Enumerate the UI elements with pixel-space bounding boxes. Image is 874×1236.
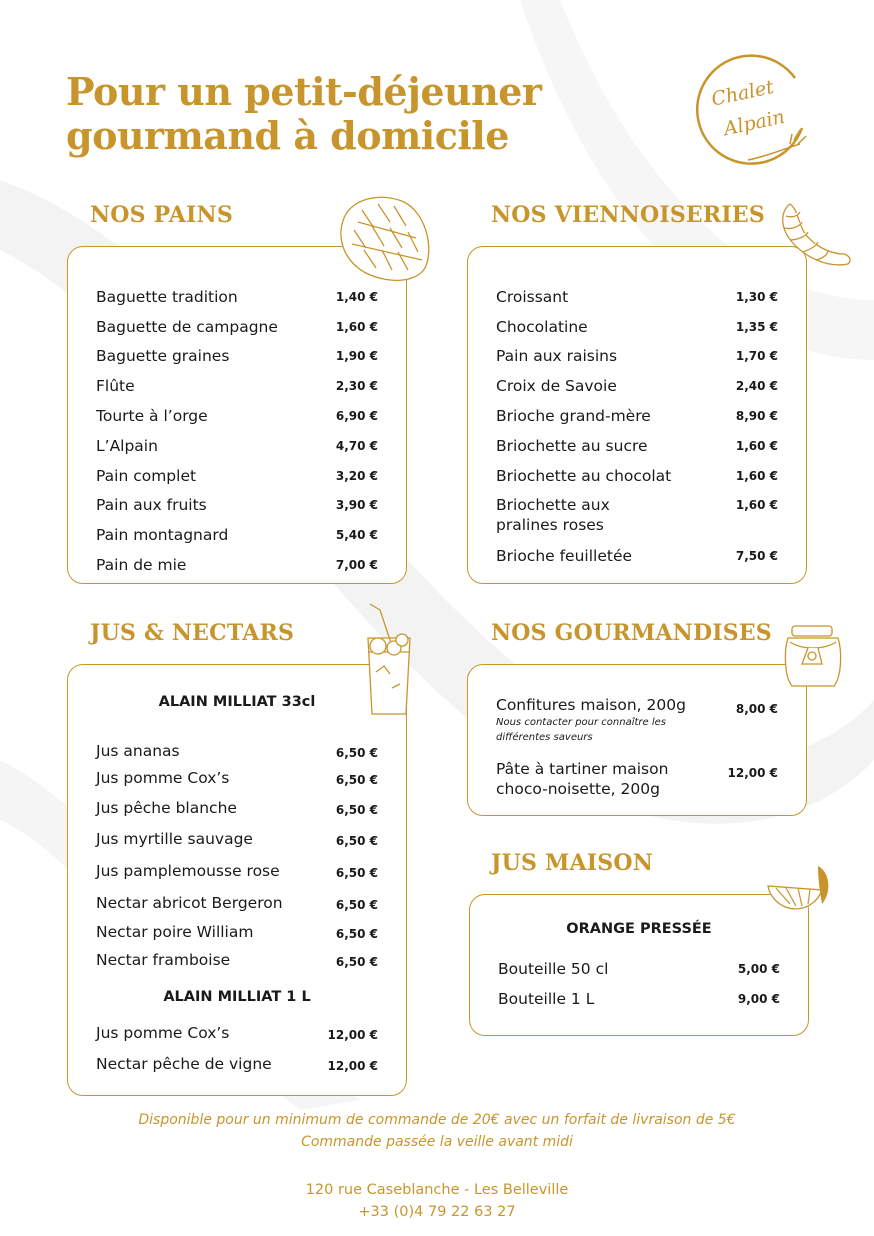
menu-item-text xyxy=(496,376,617,396)
menu-item-row xyxy=(96,466,378,486)
menu-item-text xyxy=(496,317,588,337)
menu-item-name: Nectar framboise xyxy=(96,951,231,969)
menu-item-text xyxy=(498,989,594,1009)
footer-note-line-1: Disponible pour un minimum de commande de 20€ avec un forfait de livraison de 5€ xyxy=(138,1112,736,1128)
menu-item-name: Briochette au chocolat xyxy=(496,467,672,485)
menu-item-row xyxy=(96,317,378,337)
menu-item-price: 6,50 € xyxy=(335,803,378,817)
menu-item-name: Jus pamplemousse rose xyxy=(96,862,280,880)
menu-item-row xyxy=(96,922,378,944)
menu-item-text xyxy=(96,406,208,426)
menu-item-row xyxy=(96,893,378,915)
menu-item-name: Nectar abricot Bergeron xyxy=(96,894,283,912)
croissant-icon xyxy=(772,198,854,278)
menu-item-row xyxy=(96,798,378,820)
menu-item-text xyxy=(96,287,238,307)
menu-item-row xyxy=(496,495,778,535)
menu-item-price: 5,00 € xyxy=(737,962,780,976)
menu-item-text xyxy=(496,406,651,426)
menu-item-row xyxy=(96,346,378,366)
menu-item-text xyxy=(496,287,568,307)
menu-item-text xyxy=(96,555,186,575)
menu-item-name: Pain de mie xyxy=(96,556,187,574)
menu-item-price: 1,60 € xyxy=(735,439,778,453)
menu-item-text xyxy=(496,436,648,456)
viennoiseries-card xyxy=(467,246,807,584)
menu-item-name: Chocolatine xyxy=(496,318,588,336)
section-title-viennoiseries: NOS VIENNOISERIES xyxy=(491,202,765,228)
menu-item-price: 3,90 € xyxy=(335,498,378,512)
jam-jar-icon xyxy=(778,620,850,692)
menu-item-name: Pain montagnard xyxy=(96,526,229,544)
menu-item-price: 5,40 € xyxy=(335,528,378,542)
menu-item-price: 6,50 € xyxy=(335,927,378,941)
footer-phone: +33 (0)4 79 22 63 27 xyxy=(358,1204,516,1220)
menu-item-name: Jus pomme Cox’s xyxy=(96,1024,230,1042)
menu-item-text xyxy=(496,759,706,799)
menu-item-text xyxy=(96,922,253,942)
menu-item-text xyxy=(496,695,716,745)
menu-item-name: Flûte xyxy=(96,377,135,395)
menu-item-text xyxy=(96,893,283,913)
menu-item-price: 6,50 € xyxy=(335,834,378,848)
footer-address: 120 rue Caseblanche - Les Belleville xyxy=(305,1182,569,1198)
menu-item-price: 1,35 € xyxy=(735,320,778,334)
menu-item-price: 1,30 € xyxy=(735,290,778,304)
menu-item-price: 4,70 € xyxy=(335,439,378,453)
menu-item-name: Jus myrtille sauvage xyxy=(96,830,253,848)
menu-item-text xyxy=(496,466,671,486)
menu-item-text xyxy=(96,436,158,456)
menu-item-text xyxy=(96,798,237,818)
menu-item-name: Jus pomme Cox’s xyxy=(96,769,230,787)
menu-item-row xyxy=(96,950,378,972)
menu-item-row xyxy=(496,436,778,456)
jus-maison-card xyxy=(469,894,809,1036)
menu-item-row xyxy=(96,287,378,307)
menu-item-row xyxy=(496,695,778,745)
menu-item-price: 3,20 € xyxy=(335,469,378,483)
jus-card xyxy=(67,664,407,1096)
menu-item-text xyxy=(96,768,229,788)
menu-item-row xyxy=(96,525,378,545)
menu-item-name: Brioche feuilletée xyxy=(496,547,633,565)
menu-item-name: Pain aux fruits xyxy=(96,496,207,514)
juice-glass-icon xyxy=(356,602,426,722)
menu-item-price: 1,60 € xyxy=(735,469,778,483)
menu-item-row xyxy=(496,317,778,337)
menu-item-row xyxy=(496,466,778,486)
menu-item-name: Baguette graines xyxy=(96,347,230,365)
menu-item-row xyxy=(96,1054,378,1076)
menu-item-name: Confitures maison, 200g xyxy=(496,696,686,714)
section-title-gourmandises: NOS GOURMANDISES xyxy=(491,620,772,646)
menu-item-name: Pâte à tartiner maison choco-noisette, 200g xyxy=(496,760,669,798)
section-title-pains: NOS PAINS xyxy=(90,202,233,228)
menu-item-price: 1,90 € xyxy=(335,349,378,363)
menu-item-name: Tourte à l’orge xyxy=(96,407,208,425)
menu-item-row xyxy=(96,376,378,396)
menu-item-text xyxy=(496,495,666,535)
menu-item-row xyxy=(96,741,378,763)
menu-item-price: 1,70 € xyxy=(735,349,778,363)
menu-item-text xyxy=(96,525,228,545)
menu-item-text xyxy=(96,861,280,881)
menu-item-text xyxy=(96,1023,229,1043)
menu-item-text xyxy=(96,829,253,849)
menu-item-name: Pain aux raisins xyxy=(496,347,618,365)
menu-item-text xyxy=(96,346,229,366)
menu-item-price: 6,50 € xyxy=(335,955,378,969)
menu-item-text xyxy=(96,466,196,486)
menu-item-name: Baguette de campagne xyxy=(96,318,278,336)
menu-item-name: Briochette aux pralines roses xyxy=(496,496,610,534)
menu-item-text xyxy=(498,959,608,979)
menu-item-row xyxy=(96,555,378,575)
menu-item-row xyxy=(496,759,778,799)
menu-item-price: 2,30 € xyxy=(335,379,378,393)
orange-slice-icon xyxy=(762,856,832,916)
menu-item-price: 12,00 € xyxy=(727,766,778,780)
menu-item-price: 1,60 € xyxy=(335,320,378,334)
menu-item-price: 6,90 € xyxy=(335,409,378,423)
menu-item-row xyxy=(498,959,780,979)
menu-item-name: Bouteille 1 L xyxy=(498,990,595,1008)
menu-item-text xyxy=(96,317,278,337)
menu-item-name: Bouteille 50 cl xyxy=(498,960,609,978)
menu-item-text xyxy=(96,495,207,515)
menu-item-row xyxy=(96,406,378,426)
menu-item-row xyxy=(498,989,780,1009)
bread-icon xyxy=(334,188,438,286)
menu-item-row xyxy=(496,406,778,426)
menu-item-price: 1,40 € xyxy=(335,290,378,304)
svg-text:Alpain: Alpain xyxy=(721,105,787,141)
section-title-jus-maison: JUS MAISON xyxy=(491,850,654,876)
menu-item-row xyxy=(496,346,778,366)
headline-line-2: gourmand à domicile xyxy=(66,113,509,158)
menu-item-price: 1,60 € xyxy=(735,498,778,512)
menu-item-price: 6,50 € xyxy=(335,746,378,760)
footer-note-line-2: Commande passée la veille avant midi xyxy=(301,1134,573,1150)
menu-item-row xyxy=(496,376,778,396)
menu-item-text xyxy=(496,546,632,566)
menu-item-row xyxy=(96,495,378,515)
menu-item-price: 2,40 € xyxy=(735,379,778,393)
menu-item-name: Brioche grand-mère xyxy=(496,407,651,425)
menu-item-price: 6,50 € xyxy=(335,866,378,880)
menu-item-row xyxy=(96,768,378,790)
menu-item-text xyxy=(96,1054,272,1074)
menu-item-name: Jus pêche blanche xyxy=(96,799,237,817)
menu-item-row xyxy=(96,1023,378,1045)
menu-item-name: Jus ananas xyxy=(96,742,180,760)
menu-item-name: Baguette tradition xyxy=(96,288,238,306)
menu-item-row xyxy=(96,861,378,883)
menu-item-row xyxy=(496,546,778,566)
menu-item-price: 7,50 € xyxy=(735,549,778,563)
menu-item-row xyxy=(496,287,778,307)
menu-item-price: 6,50 € xyxy=(335,898,378,912)
chalet-alpain-logo xyxy=(690,48,812,170)
menu-item-name: Nectar pêche de vigne xyxy=(96,1055,272,1073)
menu-item-name: L’Alpain xyxy=(96,437,158,455)
menu-item-price: 7,00 € xyxy=(335,558,378,572)
menu-item-text xyxy=(96,950,230,970)
menu-item-name: Nectar poire William xyxy=(96,923,254,941)
page-headline xyxy=(66,70,666,158)
headline-line-1: Pour un petit-déjeuner xyxy=(66,69,542,114)
menu-item-note: Nous contacter pour connaître les différentes saveurs xyxy=(496,717,666,743)
menu-item-price: 9,00 € xyxy=(737,992,780,1006)
menu-item-text xyxy=(96,376,135,396)
menu-item-row xyxy=(96,436,378,456)
menu-item-price: 8,00 € xyxy=(735,702,778,716)
menu-subheading: ALAIN MILLIAT 33cl xyxy=(158,694,316,710)
menu-item-row xyxy=(96,829,378,851)
gourmandises-card xyxy=(467,664,807,816)
svg-text:Chalet: Chalet xyxy=(709,76,776,111)
menu-item-name: Pain complet xyxy=(96,467,197,485)
menu-item-text xyxy=(96,741,180,761)
menu-item-price: 12,00 € xyxy=(327,1028,378,1042)
menu-subheading: ALAIN MILLIAT 1 L xyxy=(163,989,311,1005)
menu-item-name: Croix de Savoie xyxy=(496,377,617,395)
menu-item-text xyxy=(496,346,617,366)
menu-item-price: 6,50 € xyxy=(335,773,378,787)
menu-item-price: 12,00 € xyxy=(327,1059,378,1073)
menu-subheading: ORANGE PRESSÉE xyxy=(566,921,712,937)
menu-item-name: Briochette au sucre xyxy=(496,437,648,455)
section-title-jus: JUS & NECTARS xyxy=(90,620,295,646)
menu-item-name: Croissant xyxy=(496,288,569,306)
pains-card xyxy=(67,246,407,584)
menu-item-price: 8,90 € xyxy=(735,409,778,423)
